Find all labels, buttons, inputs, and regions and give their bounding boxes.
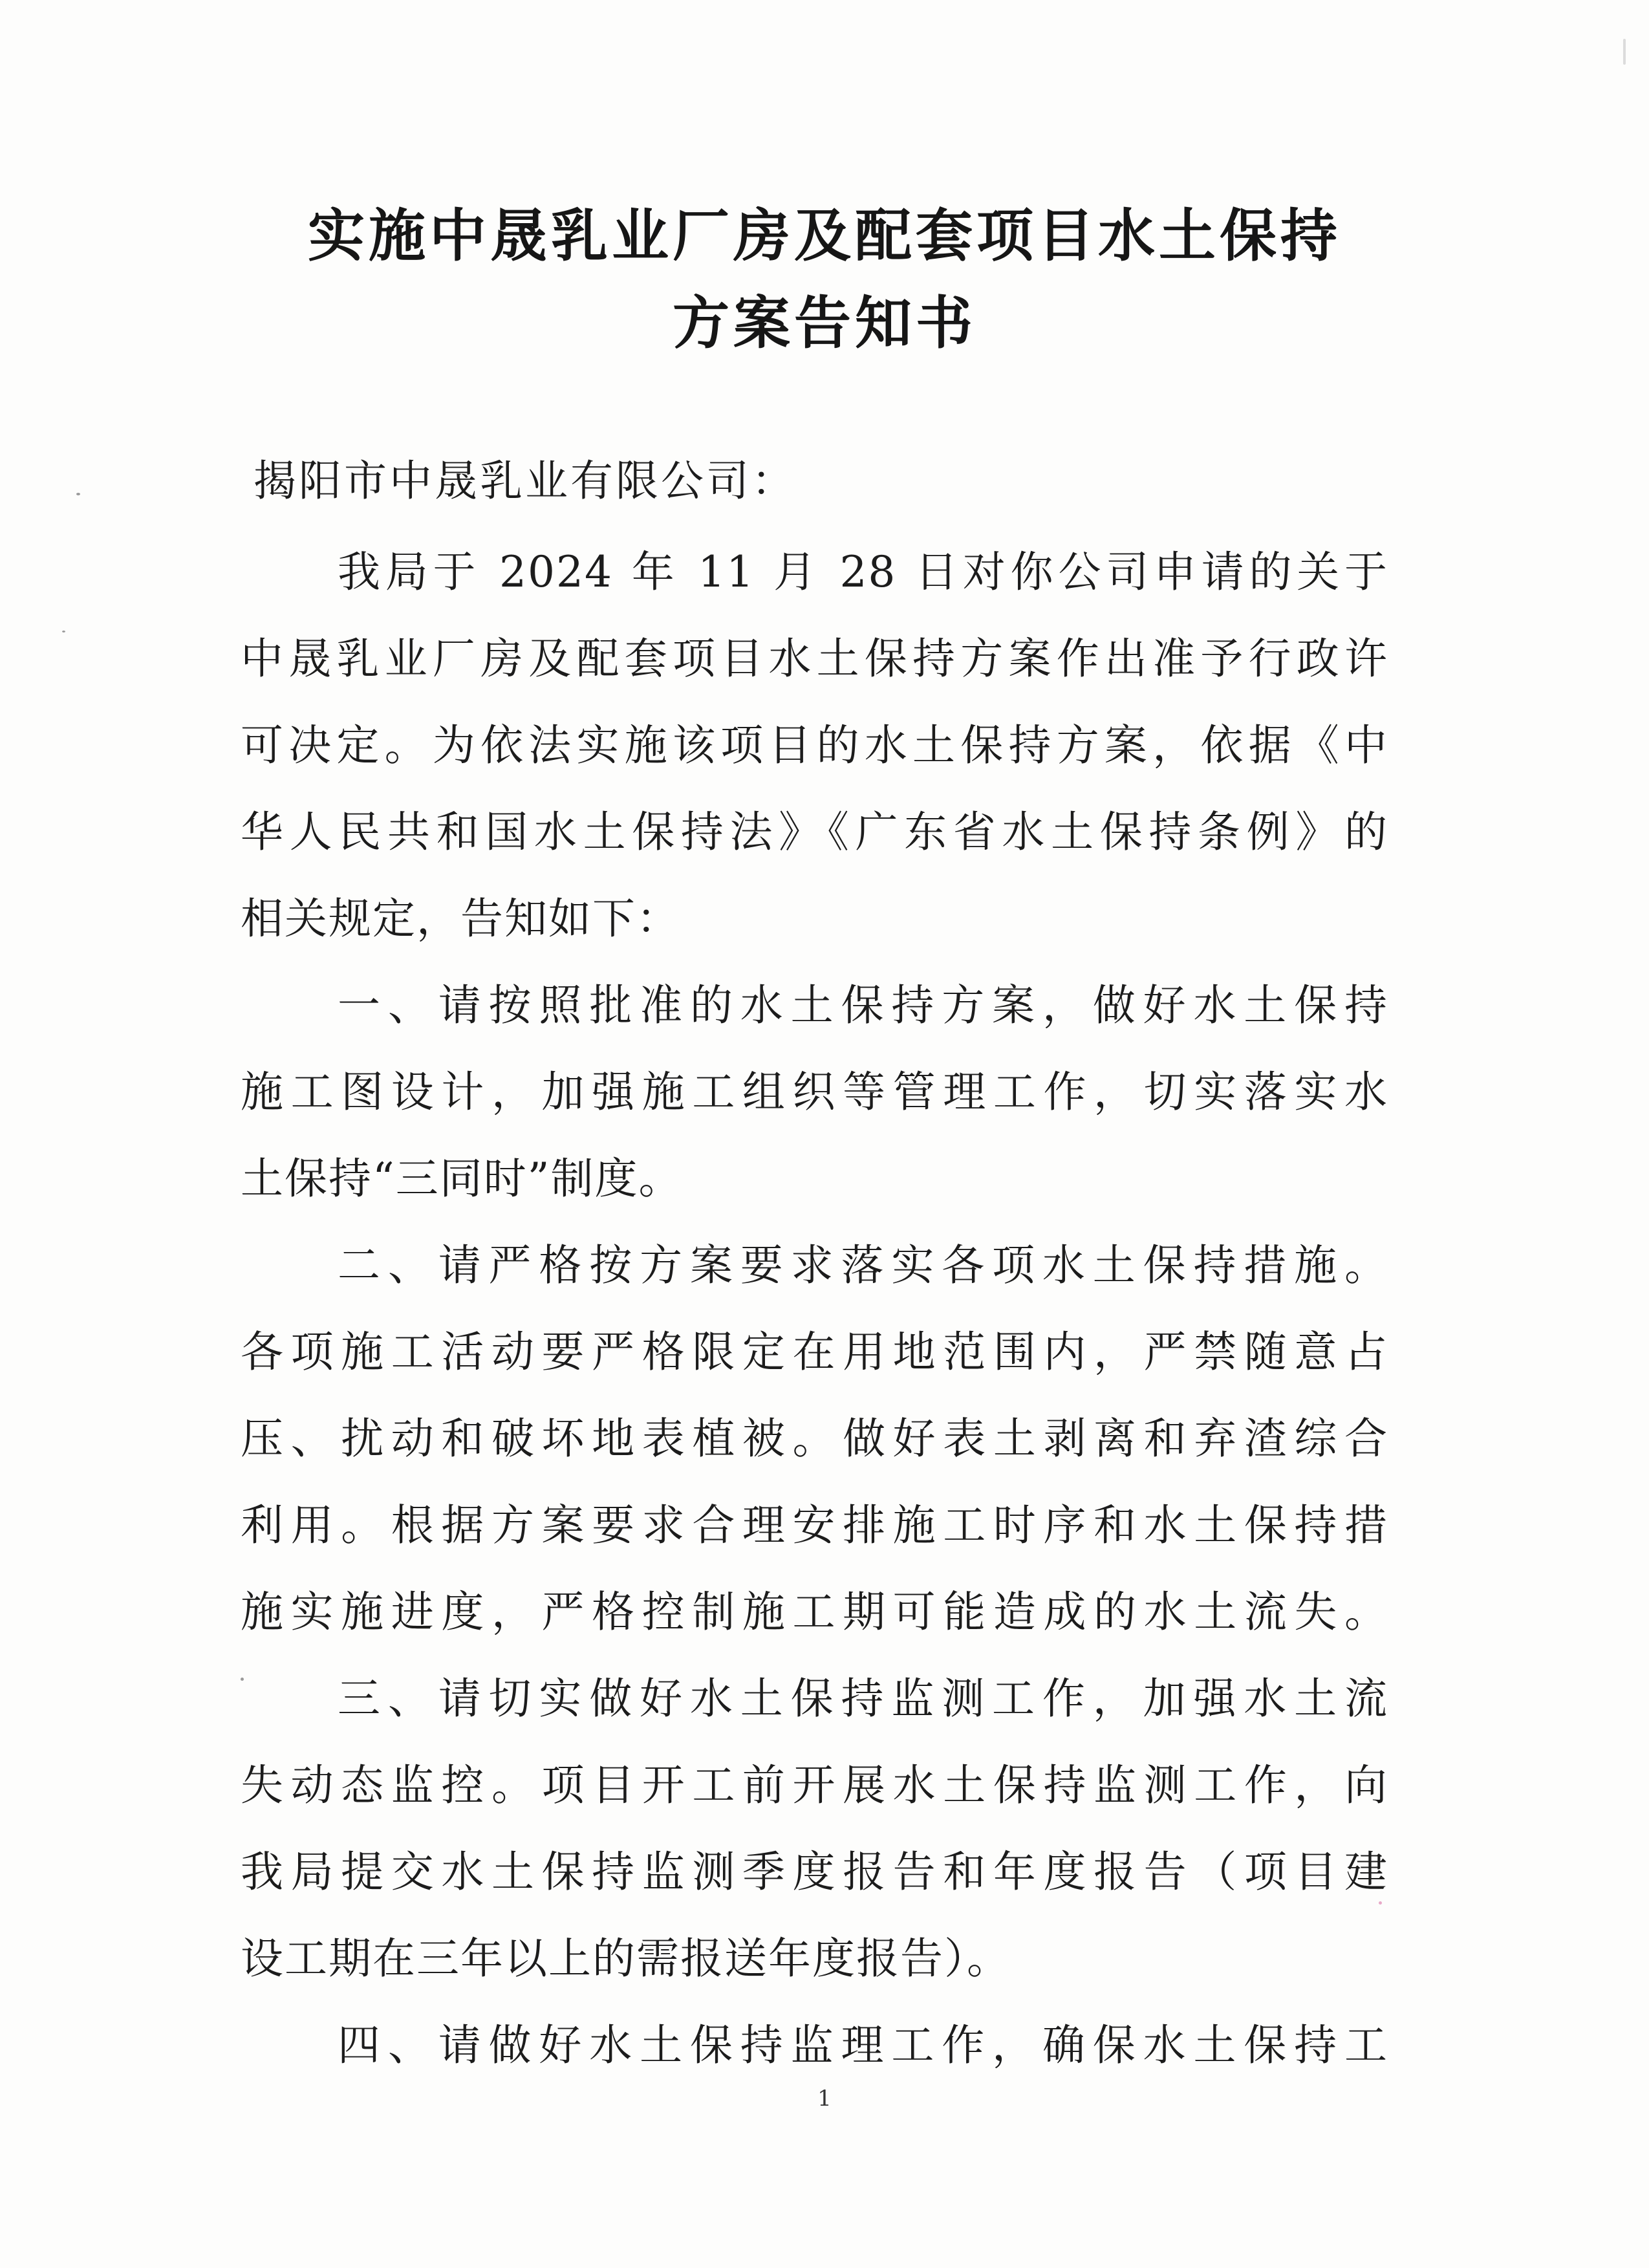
page-number: 1 [817,2086,832,2111]
body-line: 设工期在三年以上的需报送年度报告）。 [241,1934,1011,1983]
body-line: 四、请做好水土保持监理工作，确保水土保持工 [338,2020,1388,2070]
document-body [241,529,1388,2089]
scan-speck [1379,1901,1382,1905]
body-line: 施工图设计，加强施工组织等管理工作，切实落实水 [241,1067,1388,1117]
body-line: 可决定。为依法实施该项目的水土保持方案，依据《中 [241,720,1388,770]
body-line: 中晟乳业厂房及配套项目水土保持方案作出准予行政许 [241,634,1388,684]
scan-speck [76,493,80,495]
body-line: 一、请按照批准的水土保持方案，做好水土保持 [338,980,1388,1030]
document-title-line-2: 方案告知书 [672,290,976,356]
body-line: 失动态监控。项目开工前开展水土保持监测工作，向 [241,1760,1388,1810]
body-line: 利用。根据方案要求合理安排施工时序和水土保持措 [241,1500,1388,1550]
scan-speck [62,631,65,632]
scan-speck [241,1678,244,1681]
body-line: 三、请切实做好水土保持监测工作，加强水土流 [338,1674,1388,1723]
body-line: 土保持“三同时”制度。 [241,1154,683,1204]
body-line: 我局提交水土保持监测季度报告和年度报告（项目建 [241,1847,1388,1897]
salutation: 揭阳市中晟乳业有限公司： [253,456,797,506]
body-line: 我局于 2024 年 11 月 28 日对你公司申请的关于 [338,547,1388,597]
body-line: 施实施进度，严格控制施工期可能造成的水土流失。 [241,1587,1388,1637]
document-title-line-1: 实施中晟乳业厂房及配套项目水土保持 [307,202,1341,269]
body-line: 华人民共和国水土保持法》《广东省水土保持条例》的 [241,807,1388,857]
body-line: 压、扰动和破坏地表植被。做好表土剥离和弃渣综合 [241,1414,1388,1463]
scan-speck [1623,39,1626,65]
body-line: 各项施工活动要严格限定在用地范围内，严禁随意占 [241,1327,1388,1377]
body-line: 二、请严格按方案要求落实各项水土保持措施。 [338,1240,1388,1290]
body-line: 相关规定，告知如下： [241,894,680,944]
